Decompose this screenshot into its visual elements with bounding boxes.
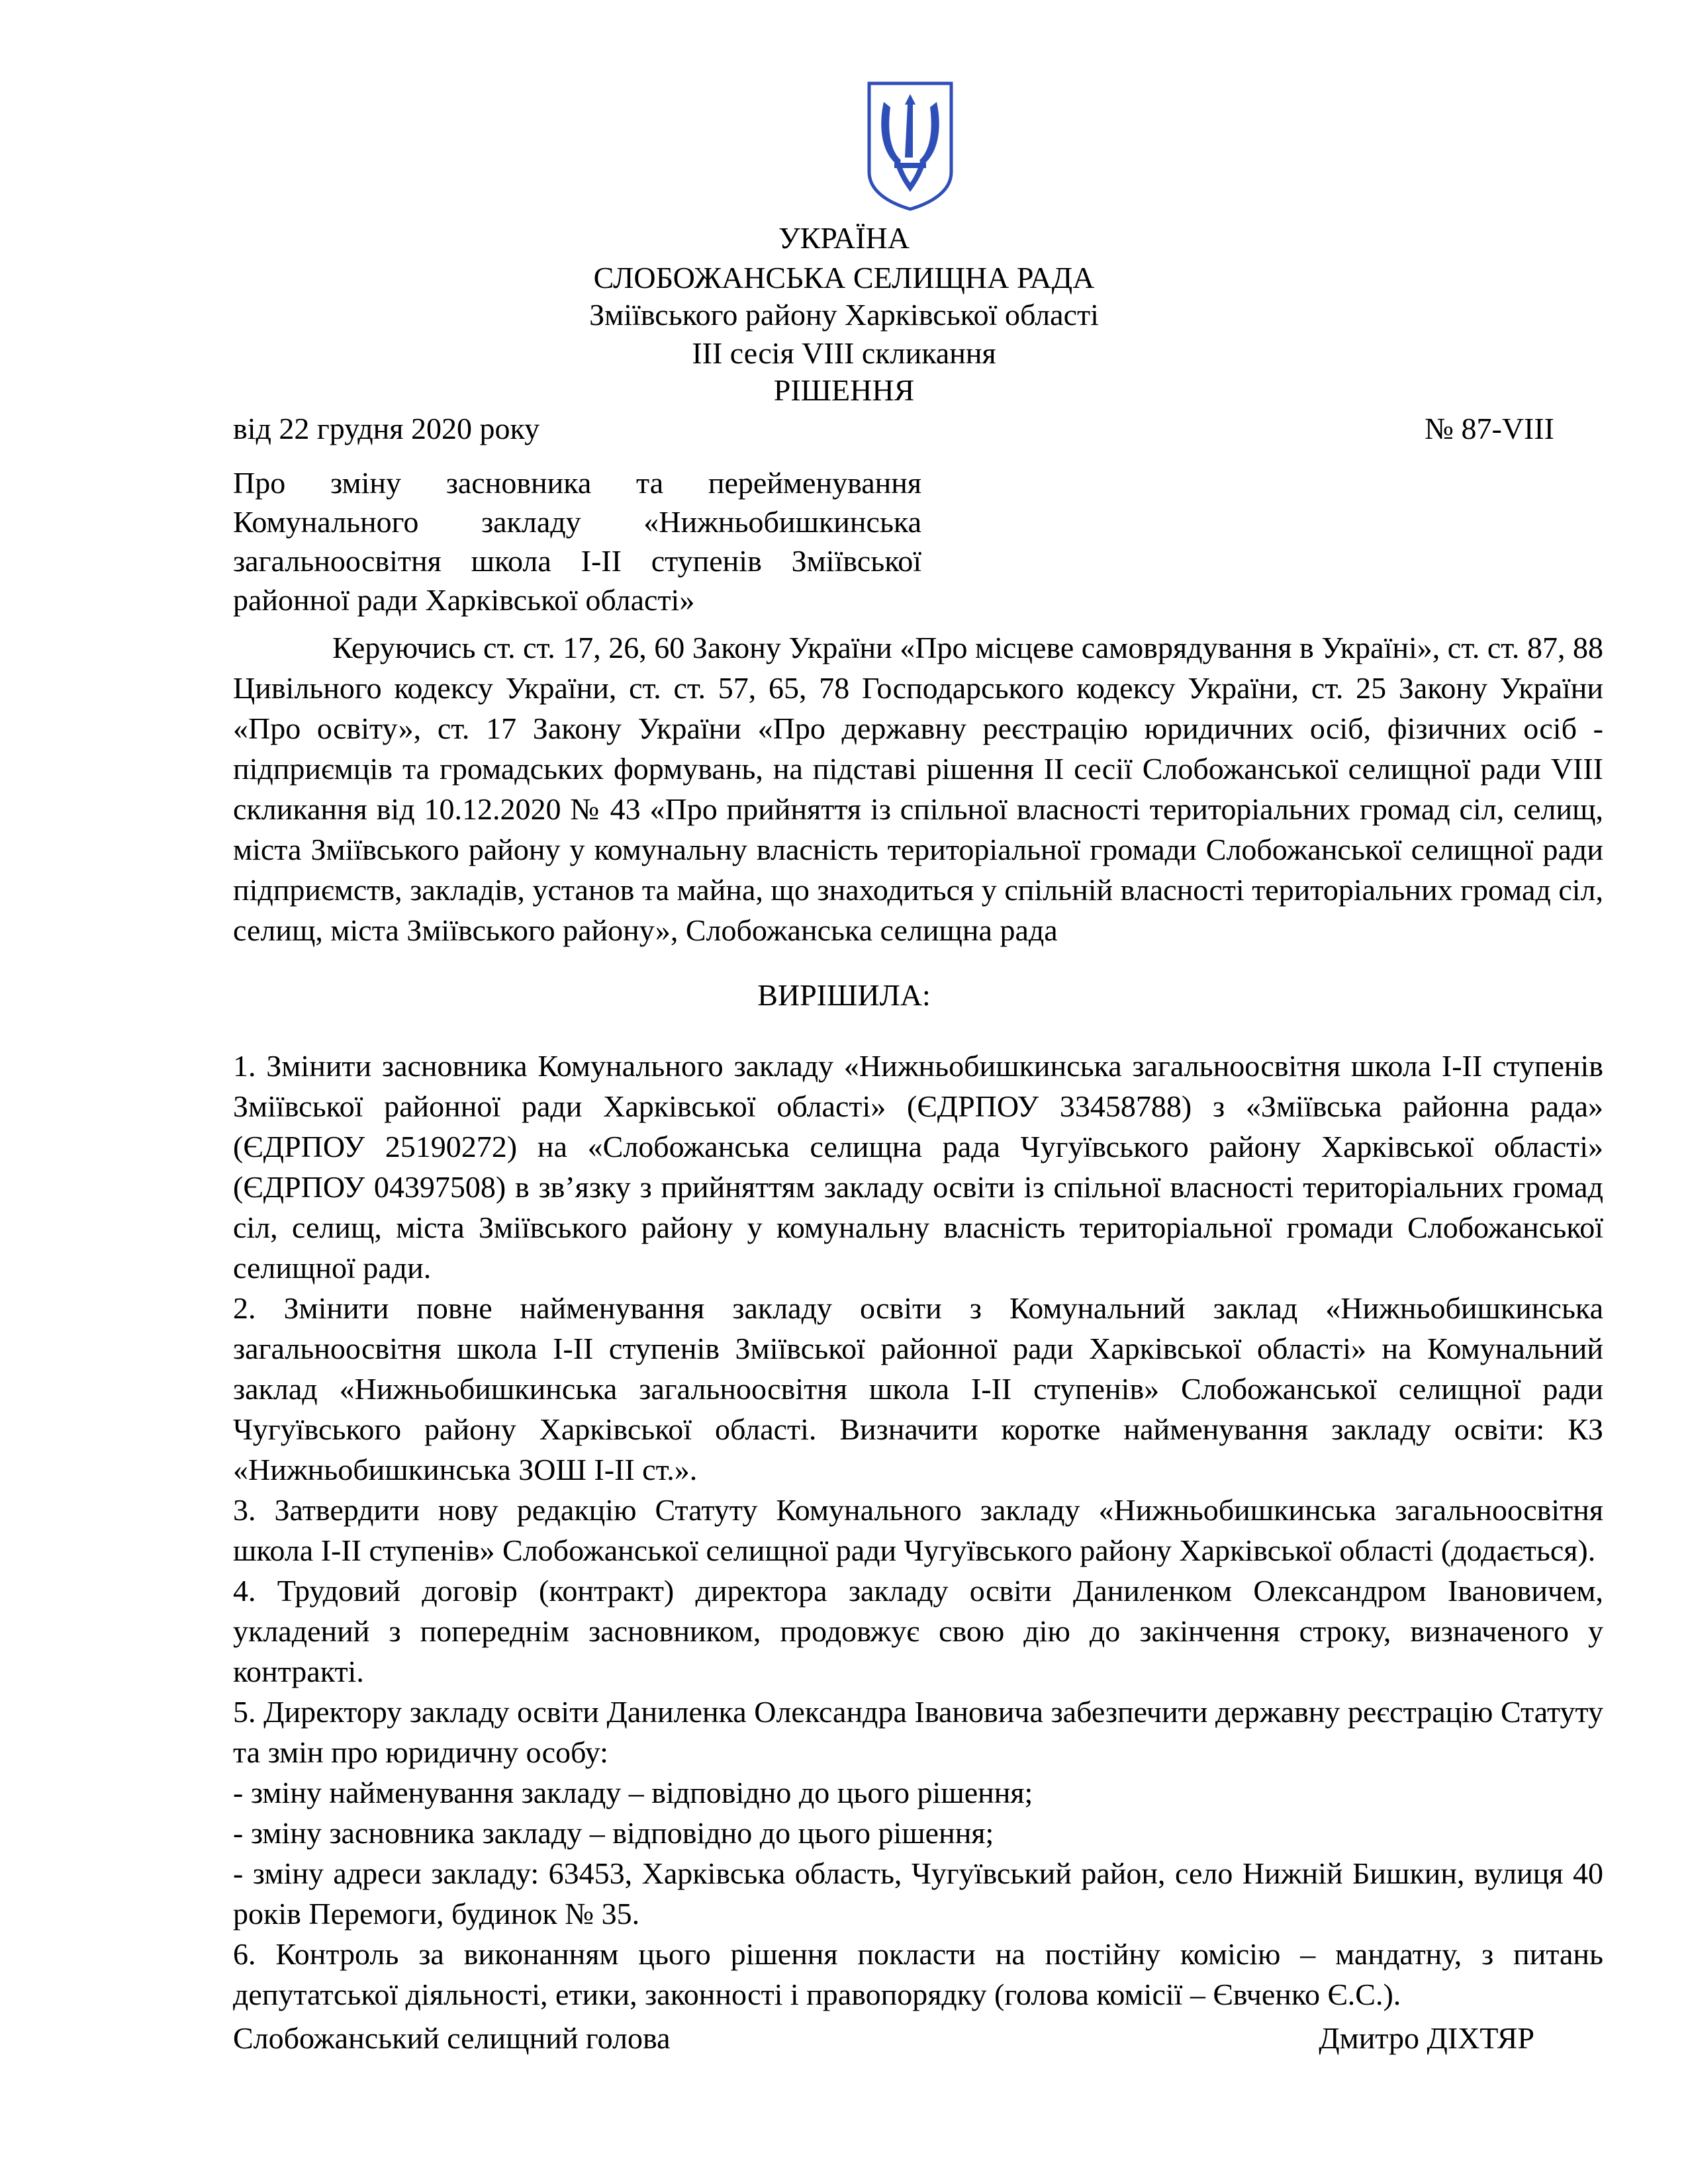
- resolved-heading: ВИРІШИЛА:: [757, 978, 931, 1012]
- council-name: СЛОБОЖАНСЬКА СЕЛИЩНА РАДА: [593, 261, 1095, 295]
- preamble-block: [233, 627, 1603, 950]
- document-type: РІШЕННЯ: [773, 373, 915, 407]
- signatory-position: Слобожанський селищний голова: [233, 2021, 671, 2055]
- preamble-text: Керуючись ст. ст. 17, 26, 60 Закону України «Про місцеве самоврядування в Україні», ст. ст. 87, 88 Цивільного кодексу України, ст. ст. 57, 65, 78 Господарського кодексу України, ст. 25 Закону України «Про освіту», ст. 17 Закону України «Про державну реєстрацію юридичних осіб, фізичних осіб - підприємців та громадських формувань, на підставі рішення ІІ сесії Слобожанської селищної ради VІІІ скликання від 10.12.2020 № 43 «Про прийняття із спільної власності територіальних громад сіл, селищ, міста Зміївського району у комунальну власність територіальної громади Слобожанської селищної ради підприємств, закладів, установ та майна, що знаходиться у спільній власності територіальних громад сіл, селищ, міста Зміївського району», Слобожанська селищна рада: [233, 631, 1603, 947]
- country-name: УКРАЇНА: [778, 221, 910, 255]
- decision-subitem: - зміну засновника закладу – відповідно до цього рішення;: [233, 1816, 994, 1850]
- decision-date: від 22 грудня 2020 року: [233, 412, 540, 445]
- coat-of-arms-icon: [864, 79, 957, 212]
- district-name: Зміївського району Харківської області: [589, 298, 1099, 332]
- decision-subitem: - зміну найменування закладу – відповідно до цього рішення;: [233, 1776, 1033, 1809]
- decision-items: [233, 1046, 1603, 2015]
- signature-row: [233, 2020, 1554, 2057]
- decision-item: 6. Контроль за виконанням цього рішення покласти на постійну комісію – мандатну, з питань депутатської діяльності, етики, законності і правопорядку (голова комісії – Євченко Є.С.).: [233, 1937, 1603, 2011]
- decision-item: 1. Змінити засновника Комунального закладу «Нижньобишкинська загальноосвітня школа І-ІІ ступенів Зміївської районної ради Харківської області» (ЄДРПОУ 33458788) з «Зміївська районна рада» (ЄДРПОУ 25190272) на «Слобожанська селищна рада Чугуївського району Харківської області» (ЄДРПОУ 04397508) в зв’язку з прийняттям закладу освіти із спільної власності територіальних громад сіл, селищ, міста Зміївського району у комунальну власність територіальної громади Слобожанської селищної ради.: [233, 1049, 1603, 1285]
- signatory-name: Дмитро ДІХТЯР: [1319, 2021, 1534, 2055]
- decision-number: № 87-VІІІ: [1425, 412, 1554, 445]
- decision-item: 5. Директору закладу освіти Даниленка Олександра Івановича забезпечити державну реєстрацію Статуту та змін про юридичну особу:: [233, 1695, 1603, 1769]
- decision-subject: Про зміну засновника та перейменування Комунального закладу «Нижньобишкинська загальноосвітня школа І-ІІ ступенів Зміївської районної ради Харківської області»: [233, 466, 921, 617]
- decision-item: 3. Затвердити нову редакцію Статуту Комунального закладу «Нижньобишкинська загальноосвітня школа І-ІІ ступенів» Слобожанської селищної ради Чугуївського району Харківської області (додається).: [233, 1493, 1603, 1567]
- decision-item: 4. Трудовий договір (контракт) директора закладу освіти Даниленком Олександром Івановичем, укладений з попереднім засновником, продовжує свою дію до закінчення строку, визначеного у контракті.: [233, 1574, 1603, 1688]
- session-label: ІІІ сесія VІІІ скликання: [692, 336, 996, 370]
- date-number-row: [233, 410, 1554, 447]
- decision-item: 2. Змінити повне найменування закладу освіти з Комунальний заклад «Нижньобишкинська загальноосвітня школа І-ІІ ступенів Зміївської районної ради Харківської області» на Комунальний заклад «Нижньобишкинська загальноосвітня школа І-ІІ ступенів» Слобожанської селищної ради Чугуївського району Харківської області. Визначити коротке найменування закладу освіти: КЗ «Нижньобишкинська ЗОШ І-ІІ ст.».: [233, 1291, 1603, 1486]
- decision-subitem: - зміну адреси закладу: 63453, Харківська область, Чугуївський район, село Нижній Бишкин, вулиця 40 років Перемоги, будинок № 35.: [233, 1856, 1603, 1931]
